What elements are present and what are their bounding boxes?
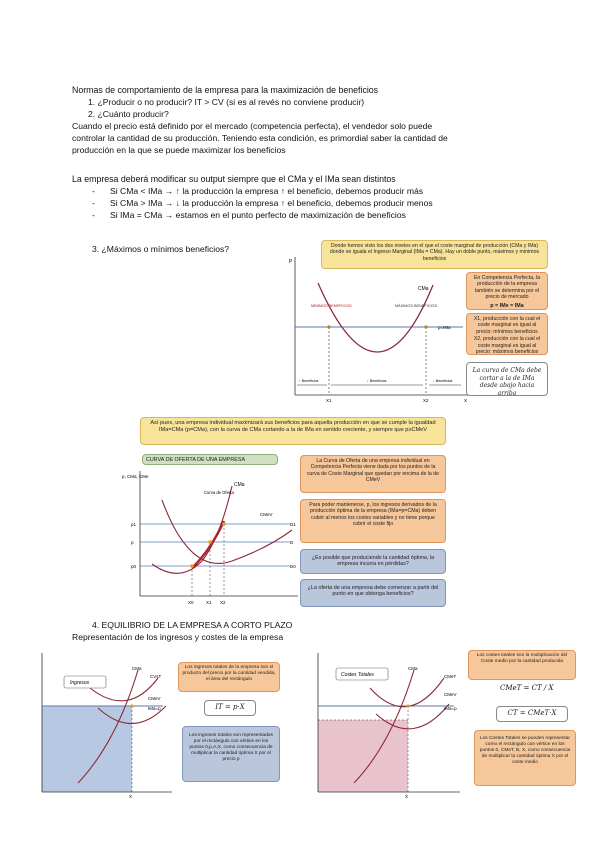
cvt-label: CVsT <box>150 674 162 679</box>
x1-label: X1 <box>206 600 212 605</box>
note-oferta-1: La Curva de Oferta de una empresa individual en Competencia Perfecta viene dada por los puntos de la curva de Coste Marginal que quedan por encima de la de CMeV <box>300 455 446 493</box>
maximos-label: MÁXIMOS BENEFICIOS <box>395 304 437 308</box>
note-text: En Competencia Perfecta, la producción de la empresa también se determina por el precio de mercado <box>473 275 541 301</box>
ingresos-graph <box>28 648 174 798</box>
section-subtitle: Representación de los ingresos y costes de la empresa <box>72 632 284 642</box>
price-line-label: p=IMa <box>438 325 451 330</box>
p1-label: p1 <box>131 522 137 527</box>
cma-curve <box>318 283 433 352</box>
note-x1-x2 <box>466 313 548 355</box>
formula-it: IT = p·X <box>204 700 256 716</box>
formula-ct: CT = CMeT·X <box>496 706 568 722</box>
d1-label: D1 <box>290 522 296 527</box>
bullet-dash-icon: - <box>92 186 95 196</box>
x-axis-label: X <box>464 398 468 403</box>
paragraph-line: producción en la que se puede maximizar los beneficios <box>72 145 286 155</box>
paragraph-line: controlar la cantidad de su producción. Teniendo esta condición, es primordial saber la cantidad de <box>72 133 448 143</box>
bullet-dash-icon: - <box>92 198 95 208</box>
y-axis-label: p, CMa, CMe <box>122 474 149 479</box>
note-text: X1, producción con la cual el coste marginal es igual al precio: mínimos beneficios <box>473 316 541 335</box>
note-oferta-top: Así pues, una empresa individual maximizará sus beneficios para aquella producción en que se cumple la igualdad IMa=CMa (p=CMa), con la curva de CMa cortando a la de IMa en sentido creciente, y siempre que p≥CMeV <box>140 417 446 445</box>
p0-label: p0 <box>131 564 137 569</box>
x-label: X <box>129 794 133 798</box>
note-cursive: La curva de CMa debe cortar a la de IMa desde abajo hacia arriba <box>466 362 548 396</box>
costes-area <box>318 720 408 792</box>
formula: p = IMe = IMa <box>490 302 524 309</box>
note-text: X2, producción con la cual el coste marginal es igual al precio: máximos beneficios <box>473 336 541 355</box>
x1-label: X1 <box>326 398 332 403</box>
section-title: 4. EQUILIBRIO DE LA EMPRESA A CORTO PLAZO <box>92 620 293 630</box>
cma-label: CMa <box>408 666 418 671</box>
cmet-label: CMeT <box>444 674 457 679</box>
cmev-label: CMeV <box>444 692 457 697</box>
d0-label: D0 <box>290 564 296 569</box>
price-label: IMa=p <box>444 706 457 711</box>
p-label: p <box>131 540 134 545</box>
note-costes-1: Los costes totales son la multiplicación del Coste medio por la cantidad producida <box>468 650 576 680</box>
d-label: D <box>290 540 294 545</box>
x0-label: X0 <box>188 600 194 605</box>
max-min-graph <box>283 245 473 405</box>
list-item: 1. ¿Producir o no producir? IT > CV (si es al revés no conviene producir) <box>88 97 365 107</box>
section-title: Normas de comportamiento de la empresa para la maximización de beneficios <box>72 85 379 95</box>
costes-box-label: Costes Totales <box>341 672 374 678</box>
cma-label: CMa <box>418 286 429 292</box>
x-label: X <box>405 794 409 798</box>
left-arrow-label: ↑ Beneficios <box>299 379 319 383</box>
x2-label: X2 <box>423 398 429 403</box>
note-oferta-3: ¿Es posible que produciendo la cantidad óptima, la empresa incurra en pérdidas? <box>300 549 446 574</box>
note-costes-2: Los Costes Totales se pueden representar como el rectángulo con vértice en los puntos 0, CMeT, B, X, como consecuencia de multiplicar la cantidad óptima X por el coste medio <box>474 730 576 786</box>
x2-label: X2 <box>220 600 226 605</box>
cmev-label: CMeV <box>260 512 273 517</box>
note-oferta-2: Para poder mantenerse, p, los ingresos derivados de la producción óptima de la empresa (IMa=p=CMa) deben cubrir al menos los costes variables y no tiene porque cubrir el coste fijo <box>300 499 446 543</box>
formula-cmet: CMeT = CT / X <box>500 684 554 692</box>
oferta-graph <box>120 466 300 616</box>
note-top-max-min: Donde hemos visto los dos niveles en el que el coste marginal de producción (CMa y IMa) donde se iguala el Ingreso Marginal (IMa = CMa). Hay un doble punto, máximos y mínimos beneficios <box>321 240 548 269</box>
note-ingresos-1: Los ingresos totales de la empresa son el producto del precio por la cantidad vendida, el área del rectángulo <box>178 662 280 692</box>
curva-label: Curva de Oferta <box>204 490 234 495</box>
note-competencia-perfecta <box>466 272 548 310</box>
bullet-item: Si IMa = CMa → estamos en el punto perfecto de maximización de beneficios <box>110 210 406 220</box>
cma-label: CMa <box>234 482 245 488</box>
cmev-label: CMeV <box>148 696 161 701</box>
intro-line: La empresa deberá modificar su output siempre que el CMa y el IMa sean distintos <box>72 174 396 184</box>
paragraph-line: Cuando el precio está definido por el mercado (competencia perfecta), el vendedor solo puede <box>72 121 433 131</box>
bullet-dash-icon: - <box>92 210 95 220</box>
bullet-item: Si CMa > IMa → ↓ la producción la empresa ↑ el beneficio, debemos producir menos <box>110 198 433 208</box>
ingresos-box-label: Ingresos <box>70 680 90 686</box>
ingresos-area <box>42 706 132 792</box>
note-oferta-4: ¿La oferta de una empresa debe comenzar a partir del punto en que obtenga beneficios? <box>300 579 446 607</box>
cmev-curve <box>162 500 292 563</box>
list-item: 2. ¿Cuánto producir? <box>88 109 169 119</box>
mid-arrow-label: ↓ Beneficios <box>367 379 387 383</box>
price-label: IMa=p <box>148 706 161 711</box>
p-axis-label: P <box>289 259 293 265</box>
supply-curve <box>192 521 224 568</box>
note-ingresos-2: Los ingresos totales son representados por el rectángulo con vértice en los puntos 0,p,A,X, como consecuencia de multiplicar la cantidad óptima X por el precio p <box>182 726 280 782</box>
oferta-title: CURVA DE OFERTA DE UNA EMPRESA <box>142 454 278 465</box>
bullet-item: Si CMa < IMa → ↑ la producción la empresa ↑ el beneficio, debemos producir más <box>110 186 424 196</box>
right-arrow-label: ↓ Beneficios <box>433 379 453 383</box>
costes-graph <box>304 648 464 798</box>
cma-label: CMa <box>132 666 142 671</box>
section-title: 3. ¿Máximos o mínimos beneficios? <box>92 244 230 254</box>
minimos-label: MÍNIMOS BENEFICIOS <box>311 304 352 308</box>
